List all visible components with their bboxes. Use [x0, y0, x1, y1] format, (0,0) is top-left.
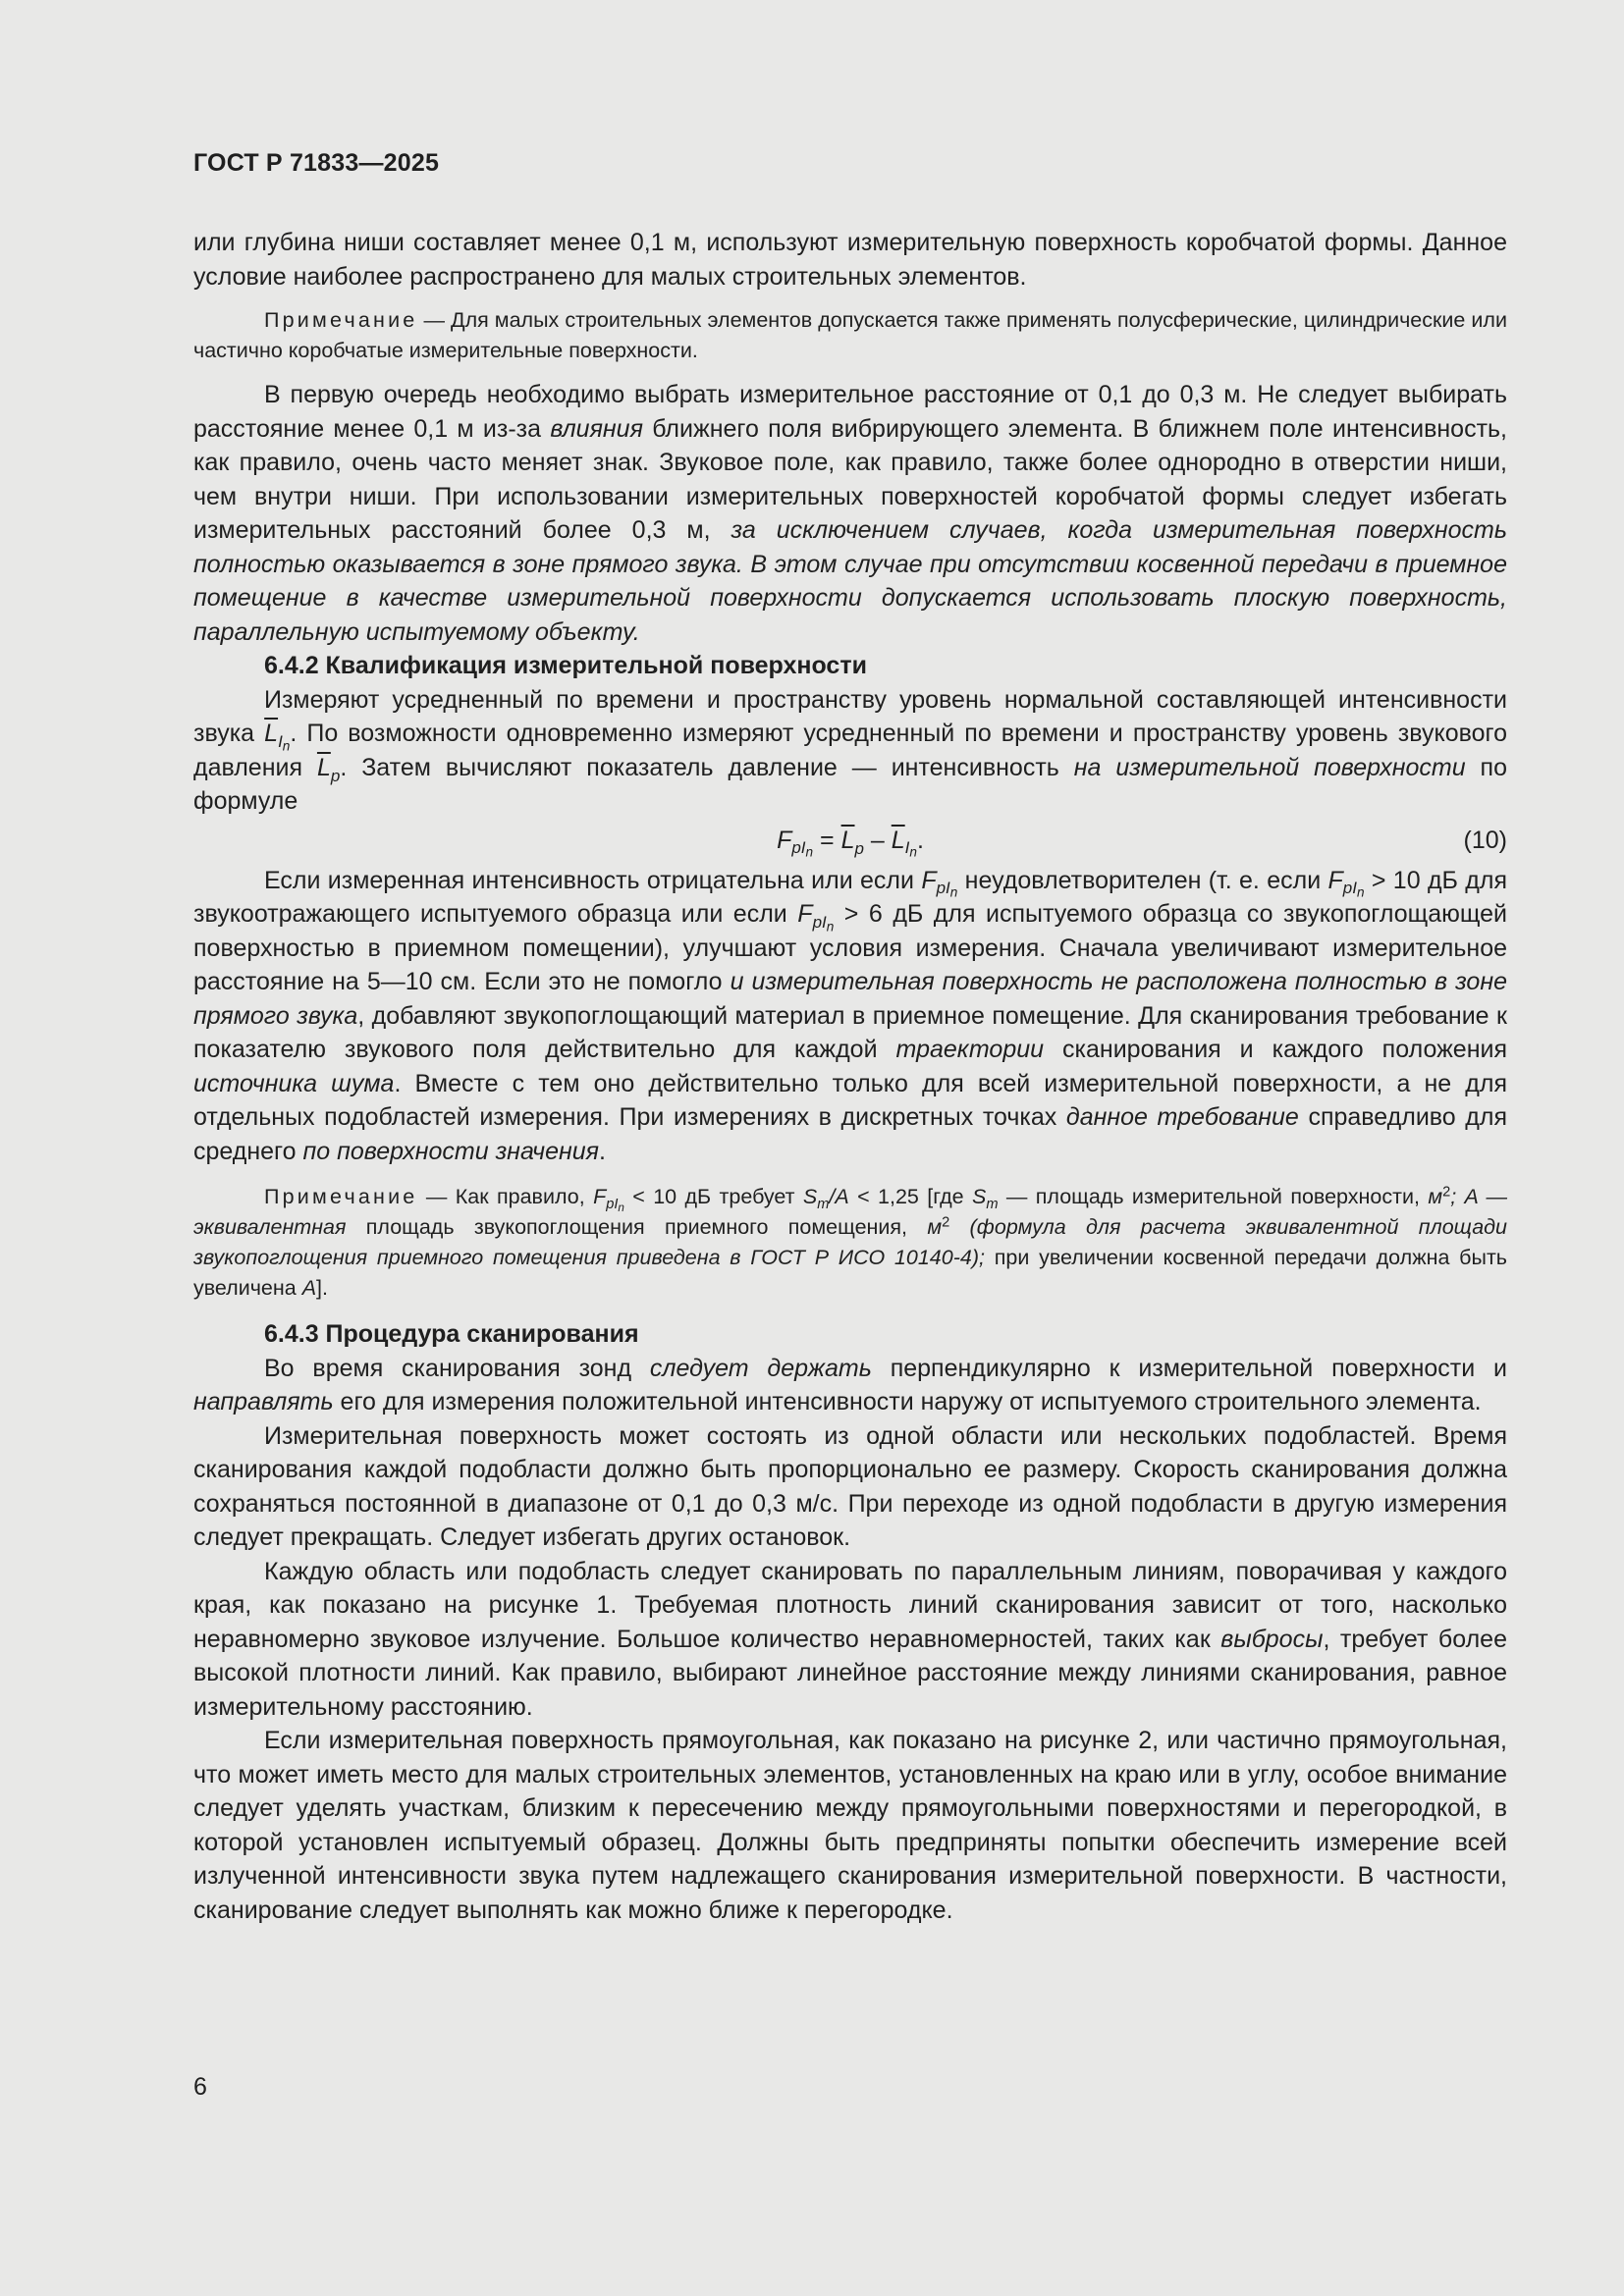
paragraph-scan-lines: Каждую область или подобласть следует сканировать по параллельным линиям, поворачивая у каждого края, как показано на рисунке 1. Требуемая плотность линий сканирования зависит от того, насколько неравномерно звуковое излучение. Большое количество неравномерностей, таких как выбросы, требует более высокой плотности линий. Как правило, выбирают линейное расстояние между линиями сканирования, равное измерительному расстоянию. [193, 1557, 1507, 1721]
note-small-elements: Примечание — Для малых строительных элементов допускается также применять полусферические, цилиндрические или частично коробчатые измерительные поверхности. [193, 308, 1507, 362]
document-header: ГОСТ Р 71833—2025 [193, 149, 440, 177]
document-body [193, 226, 1507, 1927]
section-heading-6-4-2: 6.4.2 Квалификация измерительной поверхности [264, 652, 867, 679]
page-number: 6 [193, 2073, 207, 2101]
paragraph-niche-depth: или глубина ниши составляет менее 0,1 м, используют измерительную поверхность коробчатой формы. Данное условие наиболее распространено для малых строительных элементов. [193, 229, 1507, 291]
paragraph-rectangular-surface: Если измерительная поверхность прямоугольная, как показано на рисунке 2, или частично прямоугольная, что может иметь место для малых строительных элементов, установленных на краю или в углу, особое внимание следует уделять участкам, близким к пересечению между прямоугольными поверхностями и перегородкой, в которой установлен испытуемый образец. Должны быть предприняты попытки обеспечить измерение всей излученной интенсивности звука путем надлежащего сканирования измерительной поверхности. В частности, сканирование следует выполнять как можно ближе к перегородке. [193, 1727, 1507, 1924]
equation-10 [193, 823, 1507, 858]
paragraph-probe-orientation: Во время сканирования зонд следует держать перпендикулярно к измерительной поверхности и направлять его для измерения положительной интенсивности наружу от испытуемого строительного элемента. [193, 1354, 1507, 1415]
equation-10-body: $F_{pI_n} = \overline{L}_p - \overline{L}_{I_n}$. [777, 826, 924, 860]
paragraph-intensity-level: Измеряют усредненный по времени и пространству уровень нормальной составляющей интенсивности звука $\overline{L}_{I_n}$. По возможности одновременно измеряют усредненный по времени и пространству уровень звукового давления $\overline{L}_p$. Затем вычисляют показатель давление — интенсивность на измерительной поверхности по формуле [193, 685, 1508, 815]
equation-number: (10) [1463, 826, 1507, 854]
paragraph-negative-intensity: Если измеренная интенсивность отрицательна или если $F_{pI_n}$ неудовлетворителен (т. е. если $F_{pI_n} > 10$ дБ для звукоотражающего испытуемого образца или если $F_{pI_n} > 6$ дБ для испытуемого образца со звукопоглощающей поверхностью в приемном помещении), улучшают условия измерения. Сначала увеличивают измерительное расстояние на 5—10 см. Если это не помогло и измерительная поверхность не расположена полностью в зоне прямого звука, добавляют звукопоглощающий материал в приемное помещение. Для сканирования требование к показателю звукового поля действительно для каждой траектории сканирования и каждого положения источника шума. Вместе с тем оно действительно только для всей измерительной поверхности, а не для отдельных подобластей измерения. При измерениях в дискретных точках данное требование справедливо для среднего по поверхности значения. [193, 866, 1508, 1165]
paragraph-measurement-distance: В первую очередь необходимо выбрать измерительное расстояние от 0,1 до 0,3 м. Не следует выбирать расстояние менее 0,1 м из-за влияния ближнего поля вибрирующего элемента. В ближнем поле интенсивность, как правило, очень часто меняет знак. Звуковое поле, как правило, также более однородно в отверстии ниши, чем внутри ниши. При использовании измерительных поверхностей коробчатой формы следует избегать измерительных расстояний более 0,3 м, за исключением случаев, когда измерительная поверхность полностью оказывается в зоне прямого звука. В этом случае при отсутствии косвенной передачи в приемное помещение в качестве измерительной поверхности допускается использовать плоскую поверхность, параллельную испытуемому объекту. [193, 381, 1508, 646]
section-heading-6-4-3: 6.4.3 Процедура сканирования [264, 1320, 639, 1348]
paragraph-subareas: Измерительная поверхность может состоять из одной области или нескольких подобластей. Время сканирования каждой подобласти должно быть пропорционально ее размеру. Скорость сканирования должна сохраняться постоянной в диапазоне от 0,1 до 0,3 м/с. При переходе из одной подобласти в другую измерения следует прекращать. Следует избегать других остановок. [193, 1421, 1507, 1551]
note-index-requirement: Примечание — Как правило, $F_{pI_n} < 10$ дБ требует $S_m/A < 1,25$ [где $S_m$ — площадь измерительной поверхности, $м^2$; A — эквивалентная площадь звукопоглощения приемного помещения, $м^2$ (формула для расчета эквивалентной площади звукопоглощения приемного помещения приведена в ГОСТ Р ИСО 10140-4); при увеличении косвенной передачи должна быть увеличена A]. [193, 1184, 1508, 1300]
